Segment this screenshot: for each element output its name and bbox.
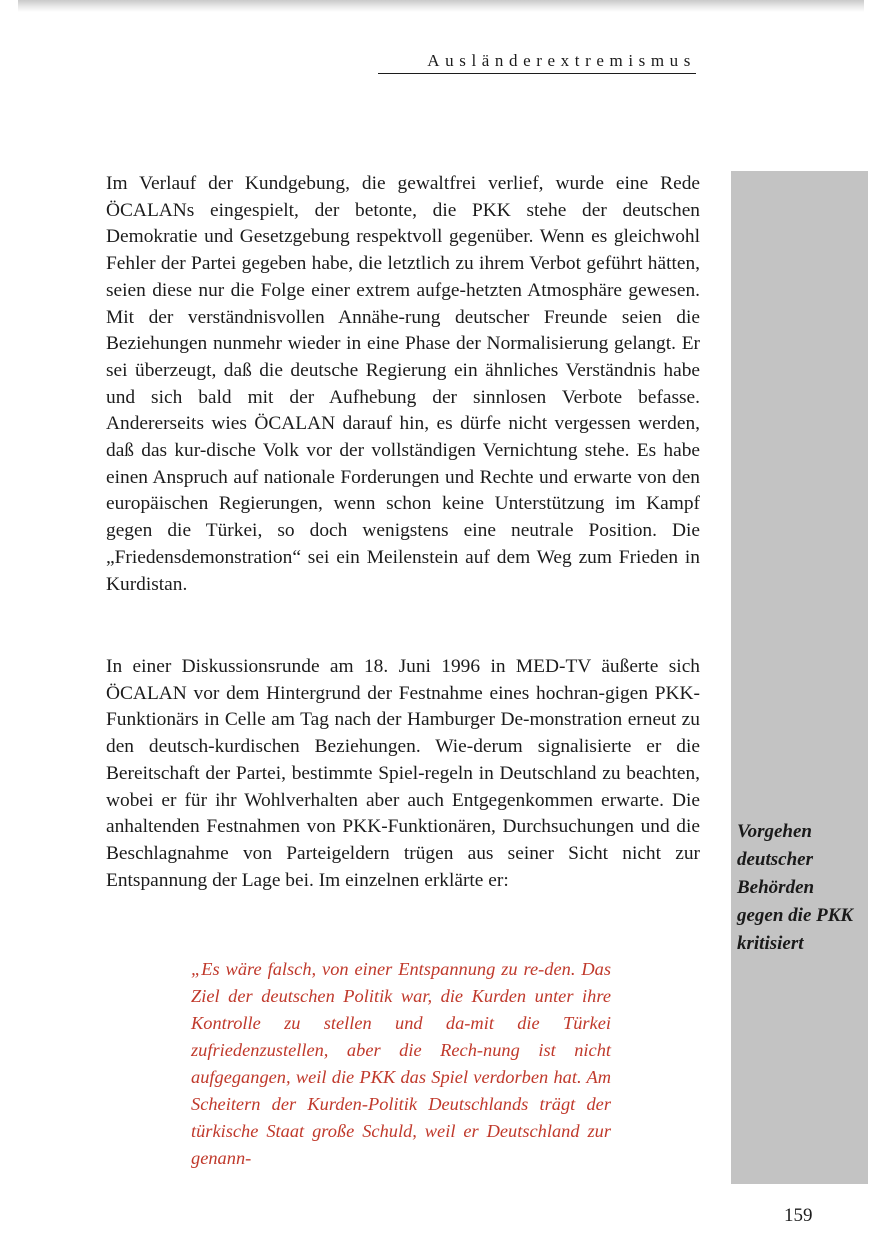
quotation-block: „Es wäre falsch, von einer Entspannung zu re-den. Das Ziel der deutschen Politik war, die Kurden unter ihre Kontrolle zu stellen und da-mit die Türkei zufriedenzustellen, aber die Rech-nung ist nicht aufgegangen, weil die PKK das Spiel verdorben hat. Am Scheitern der Kurden-Politik Deutschlands trägt der türkische Staat große Schuld, weil er Deutschland zur genann- [191, 959, 611, 1168]
running-header-title: Ausländerextremismus [378, 51, 696, 74]
margin-shaded-band [731, 171, 868, 1184]
page-number: 159 [784, 1205, 813, 1226]
body-paragraph-2: In einer Diskussionsrunde am 18. Juni 1996 in MED-TV äußerte sich ÖCALAN vor dem Hintergrund der Festnahme eines hochran-gigen PKK-Funktionärs in Celle am Tag nach der Hamburger De-monstration erneut zu den deutsch-kurdischen Beziehungen. Wie-derum signalisierte er die Bereitschaft der Partei, bestimmte Spiel-regeln in Deutschland zu beachten, wobei er für ihr Wohlverhalten aber auch Entgegenkommen erwarte. Die anhaltenden Festnahmen von PKK-Funktionären, Durchsuchungen und die Beschlagnahme von Parteigeldern trügen aus seiner Sicht nicht zur Entspannung der Lage bei. Im einzelnen erklärte er: [106, 656, 700, 891]
margin-note: Vorgehen deutscher Behörden gegen die PKK kritisiert [737, 821, 854, 954]
scan-top-edge-shadow [18, 0, 864, 12]
body-paragraph-1: Im Verlauf der Kundgebung, die gewaltfrei verlief, wurde eine Rede ÖCALANs eingespielt, der betonte, die PKK stehe der deutschen Demokratie und Gesetzgebung respektvoll gegenüber. Wenn es gleichwohl Fehler der Partei gegeben habe, die letztlich zu ihrem Verbot geführt hätten, seien diese nur die Folge einer extrem aufge-hetzten Atmosphäre gewesen. Mit der verständnisvollen Annähe-rung deutscher Freunde seien die Beziehungen nunmehr wieder in eine Phase der Normalisierung gelangt. Er sei überzeugt, daß die deutsche Regierung ein ähnliches Verständnis habe und sich bald mit der Aufhebung der sinnlosen Verbote befasse. Andererseits wies ÖCALAN darauf hin, es dürfe nicht vergessen werden, daß das kur-dische Volk vor der vollständigen Vernichtung stehe. Es habe einen Anspruch auf nationale Forderungen und Rechte und erwarte von den europäischen Regierungen, wenn schon keine Unterstützung im Kampf gegen die Türkei, so doch wenigstens eine neutrale Position. Die „Friedensdemonstration“ sei ein Meilenstein auf dem Weg zum Frieden in Kurdistan. [106, 173, 700, 595]
